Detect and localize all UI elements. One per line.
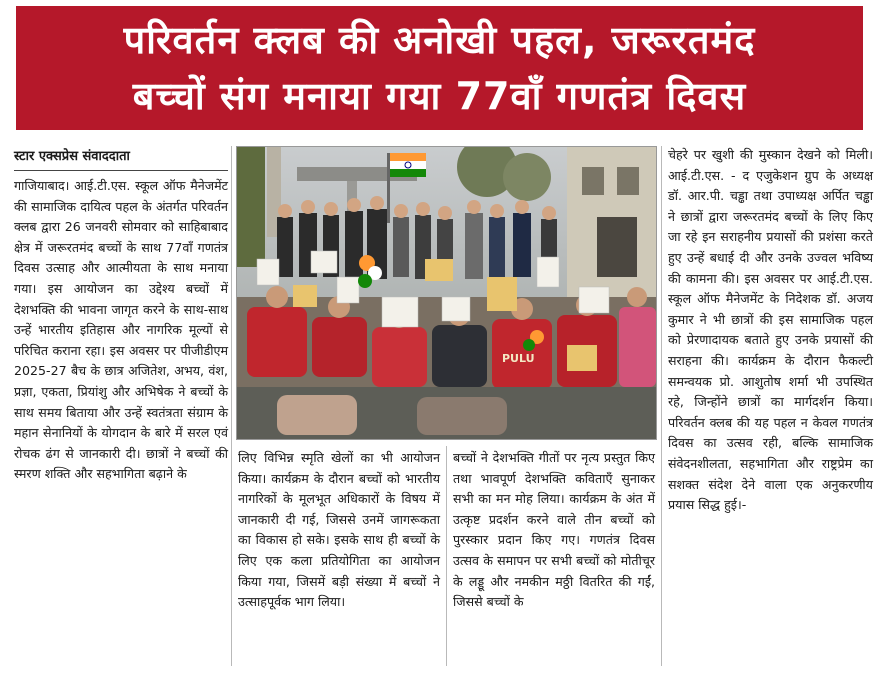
article-column-3: बच्चों ने देशभक्ति गीतों पर नृत्य प्रस्तुत किए तथा भावपूर्ण देशभक्ति कविताएँ सुनाकर सभी का मन मोह लिया। कार्यक्रम के अंत में उत्कृष्ट प्रदर्शन करने वाले तीन बच्चों को पुरस्कार प्रदान किए गए। गणतंत्र दिवस उत्सव के समापन पर सभी बच्चों को मोतीचूर के लड्डू और नमकीन मठ्ठी वितरित की गईं, जिससे बच्चों के (453, 450, 655, 610)
headline-line-1: परिवर्तन क्लब की अनोखी पहल, जरूरतमंद (123, 18, 756, 62)
byline: स्टार एक्सप्रेस संवाददाता (14, 148, 228, 171)
column-divider (231, 146, 232, 666)
column-divider (446, 446, 447, 666)
article-column-2: लिए विभिन्न स्मृति खेलों का भी आयोजन किया। कार्यक्रम के दौरान बच्चों को भारतीय नागरिकों के मूलभूत अधिकारों के विषय में जानकारी दी गई, जिससे उनमें जागरूकता का विकास हो सके। इसके साथ ही बच्चों के लिए एक कला प्रतियोगिता का आयोजन किया गया, जिसमें बड़ी संख्या में बच्चों ने उत्साहपूर्वक भाग लिया। (238, 450, 440, 610)
headline-line-2: बच्चों संग मनाया गया 77वाँ गणतंत्र दिवस (132, 74, 747, 118)
indian-flag (390, 153, 426, 177)
article-column-1: गाजियाबाद। आई.टी.एस. स्कूल ऑफ मैनेजमेंट की सामाजिक दायित्व पहल के अंतर्गत परिवर्तन क्लब द्वारा 26 जनवरी सोमवार को साहिबाबाद क्षेत्र में जरूरतमंद बच्चों के साथ 77वाँ गणतंत्र दिवस उत्साह और आत्मीयता के साथ मनाया गया। इस आयोजन का उद्देश्य बच्चों में देशभक्ति की भावना जागृत करने के साथ-साथ उन्हें भारतीय इतिहास और नागरिक मूल्यों से परिचित कराना रहा। इस अवसर पर पीजीडीएम 2025-27 बैच के छात्र अजितेश, अभय, वंश, प्रज्ञा, एकता, प्रियांशु और अभिषेक ने बच्चों के साथ समय बिताया और उन्हें स्वतंत्रता संग्राम के महान सेनानियों के योगदान के बारे में सरल एवं रोचक ढंग से जानकारी दी। छात्रों ने बच्चों की स्मरण शक्ति और सहभागिता बढ़ाने के (14, 178, 228, 482)
event-photo (236, 146, 657, 440)
headline-banner (16, 6, 863, 130)
article-column-4: चेहरे पर खुशी की मुस्कान देखने को मिली। आई.टी.एस. - द एजुकेशन ग्रुप के अध्यक्ष डॉ. आर.पी. चड्ढा तथा उपाध्यक्ष अर्पित चड्ढा ने छात्रों द्वारा जरूरतमंद बच्चों के लिए किए जा रहे इन सराहनीय प्रयासों की प्रशंसा करते हुए उन्हें बधाई दी और उनके उज्वल भविष्य की कामना की। इस अवसर पर आई.टी.एस. स्कूल ऑफ मैनेजमेंट के निदेशक डॉ. अजय कुमार ने भी छात्रों की इस सामाजिक पहल को प्रेरणादायक बताते हुए उनके प्रयासों की सराहना की। कार्यक्रम के दौरान फैकल्टी समन्वयक प्रो. आशुतोष शर्मा भी उपस्थित रहे, जिन्होंने छात्रों का मार्गदर्शन किया। परिवर्तन क्लब की यह पहल न केवल गणतंत्र दिवस का उत्सव रही, बल्कि सामाजिक संवेदनशीलता, सहभागिता और राष्ट्रप्रेम का सशक्त संदेश देने वाला एक अनुकरणीय प्रयास सिद्ध हुई।- (668, 147, 873, 513)
shirt-text: PULU (502, 352, 535, 365)
column-divider (661, 146, 662, 666)
